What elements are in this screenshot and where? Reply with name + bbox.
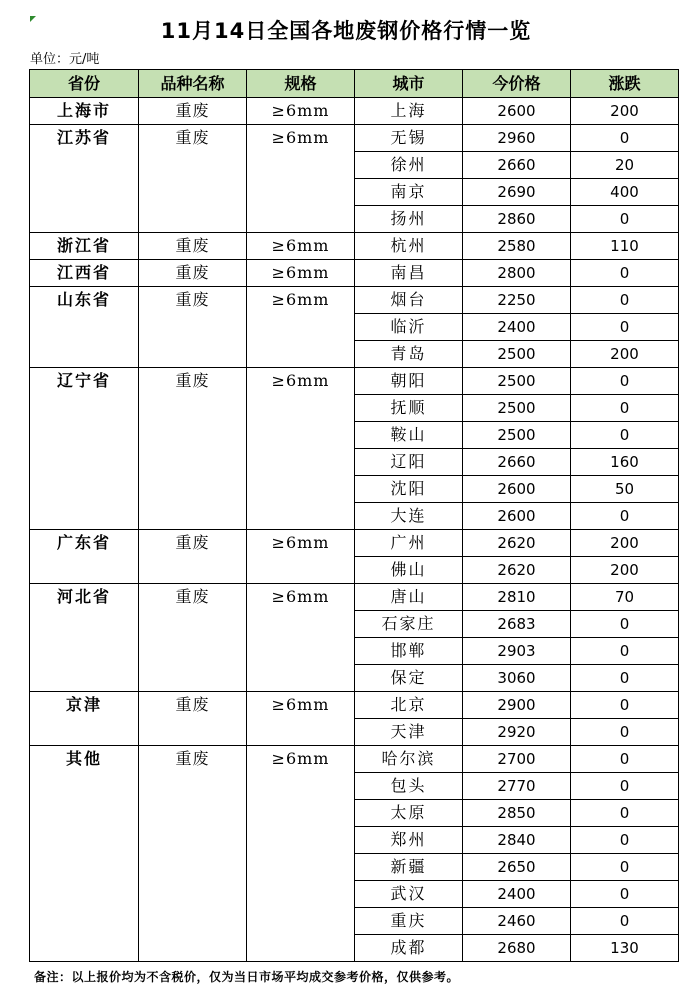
change-cell: 0 (571, 854, 679, 881)
spec-cell: ≥6mm (247, 692, 355, 746)
change-cell: 0 (571, 395, 679, 422)
price-cell: 2600 (463, 476, 571, 503)
price-cell: 2903 (463, 638, 571, 665)
spec-cell: ≥6mm (247, 287, 355, 368)
change-cell: 0 (571, 503, 679, 530)
change-cell: 160 (571, 449, 679, 476)
city-cell: 辽阳 (355, 449, 463, 476)
city-cell: 大连 (355, 503, 463, 530)
spec-cell: ≥6mm (247, 233, 355, 260)
city-cell: 北京 (355, 692, 463, 719)
variety-cell: 重废 (139, 233, 247, 260)
city-cell: 南昌 (355, 260, 463, 287)
price-cell: 2500 (463, 341, 571, 368)
change-cell: 0 (571, 881, 679, 908)
change-cell: 400 (571, 179, 679, 206)
change-cell: 0 (571, 125, 679, 152)
city-cell: 天津 (355, 719, 463, 746)
province-cell: 江苏省 (30, 125, 139, 233)
table-row (30, 233, 679, 260)
table-row (30, 287, 679, 314)
price-cell: 2500 (463, 422, 571, 449)
city-cell: 保定 (355, 665, 463, 692)
city-cell: 太原 (355, 800, 463, 827)
column-header-price: 今价格 (463, 70, 571, 98)
city-cell: 朝阳 (355, 368, 463, 395)
change-cell: 0 (571, 287, 679, 314)
city-cell: 无锡 (355, 125, 463, 152)
price-cell: 2900 (463, 692, 571, 719)
page-title: 11月14日全国各地废钢价格行情一览 (160, 19, 532, 43)
spec-cell: ≥6mm (247, 260, 355, 287)
city-cell: 新疆 (355, 854, 463, 881)
change-cell: 0 (571, 692, 679, 719)
spec-cell: ≥6mm (247, 746, 355, 962)
table-row (30, 125, 679, 152)
price-cell: 2580 (463, 233, 571, 260)
price-table (29, 69, 679, 962)
price-cell: 2920 (463, 719, 571, 746)
price-cell: 2460 (463, 908, 571, 935)
province-cell: 辽宁省 (30, 368, 139, 530)
city-cell: 邯郸 (355, 638, 463, 665)
price-cell: 2960 (463, 125, 571, 152)
city-cell: 鞍山 (355, 422, 463, 449)
price-cell: 2810 (463, 584, 571, 611)
price-cell: 2500 (463, 368, 571, 395)
price-cell: 2770 (463, 773, 571, 800)
table-header-row (30, 70, 679, 98)
change-cell: 0 (571, 827, 679, 854)
price-cell: 2700 (463, 746, 571, 773)
change-cell: 0 (571, 908, 679, 935)
price-cell: 2680 (463, 935, 571, 962)
price-cell: 2690 (463, 179, 571, 206)
column-header-city: 城市 (355, 70, 463, 98)
price-cell: 2660 (463, 449, 571, 476)
change-cell: 20 (571, 152, 679, 179)
change-cell: 0 (571, 800, 679, 827)
spec-cell: ≥6mm (247, 584, 355, 692)
city-cell: 广州 (355, 530, 463, 557)
table-row (30, 692, 679, 719)
footnote: 备注：以上报价均为不含税价，仅为当日市场平均成交参考价格，仅供参考。 (34, 970, 460, 984)
city-cell: 南京 (355, 179, 463, 206)
variety-cell: 重废 (139, 746, 247, 962)
change-cell: 0 (571, 611, 679, 638)
change-cell: 110 (571, 233, 679, 260)
price-cell: 2500 (463, 395, 571, 422)
city-cell: 哈尔滨 (355, 746, 463, 773)
price-cell: 2400 (463, 881, 571, 908)
table-row (30, 98, 679, 125)
variety-cell: 重废 (139, 692, 247, 746)
city-cell: 武汉 (355, 881, 463, 908)
price-cell: 2660 (463, 152, 571, 179)
price-cell: 2400 (463, 314, 571, 341)
province-cell: 河北省 (30, 584, 139, 692)
price-cell: 2250 (463, 287, 571, 314)
unit-label: 单位：元/吨 (30, 52, 100, 67)
change-cell: 0 (571, 206, 679, 233)
change-cell: 200 (571, 530, 679, 557)
city-cell: 抚顺 (355, 395, 463, 422)
change-cell: 0 (571, 665, 679, 692)
province-cell: 浙江省 (30, 233, 139, 260)
city-cell: 上海 (355, 98, 463, 125)
spec-cell: ≥6mm (247, 530, 355, 584)
city-cell: 石家庄 (355, 611, 463, 638)
city-cell: 杭州 (355, 233, 463, 260)
change-cell: 0 (571, 368, 679, 395)
change-cell: 0 (571, 773, 679, 800)
change-cell: 0 (571, 422, 679, 449)
change-cell: 200 (571, 557, 679, 584)
city-cell: 佛山 (355, 557, 463, 584)
city-cell: 徐州 (355, 152, 463, 179)
city-cell: 唐山 (355, 584, 463, 611)
city-cell: 成都 (355, 935, 463, 962)
variety-cell: 重废 (139, 584, 247, 692)
province-cell: 江西省 (30, 260, 139, 287)
change-cell: 200 (571, 341, 679, 368)
spec-cell: ≥6mm (247, 368, 355, 530)
price-cell: 2850 (463, 800, 571, 827)
table-row (30, 530, 679, 557)
column-header-variety: 品种名称 (139, 70, 247, 98)
variety-cell: 重废 (139, 368, 247, 530)
province-cell: 广东省 (30, 530, 139, 584)
price-cell: 2800 (463, 260, 571, 287)
variety-cell: 重废 (139, 98, 247, 125)
variety-cell: 重废 (139, 125, 247, 233)
price-cell: 2650 (463, 854, 571, 881)
table-row (30, 746, 679, 773)
change-cell: 0 (571, 746, 679, 773)
change-cell: 0 (571, 314, 679, 341)
table-row (30, 260, 679, 287)
price-cell: 2600 (463, 503, 571, 530)
price-cell: 2600 (463, 98, 571, 125)
price-cell: 3060 (463, 665, 571, 692)
change-cell: 0 (571, 719, 679, 746)
change-cell: 50 (571, 476, 679, 503)
variety-cell: 重废 (139, 260, 247, 287)
province-cell: 上海市 (30, 98, 139, 125)
province-cell: 京津 (30, 692, 139, 746)
column-header-province: 省份 (30, 70, 139, 98)
change-cell: 200 (571, 98, 679, 125)
city-cell: 烟台 (355, 287, 463, 314)
price-cell: 2683 (463, 611, 571, 638)
change-cell: 0 (571, 638, 679, 665)
variety-cell: 重废 (139, 530, 247, 584)
column-header-spec: 规格 (247, 70, 355, 98)
price-cell: 2620 (463, 557, 571, 584)
spec-cell: ≥6mm (247, 98, 355, 125)
change-cell: 70 (571, 584, 679, 611)
price-cell: 2620 (463, 530, 571, 557)
city-cell: 包头 (355, 773, 463, 800)
change-cell: 0 (571, 260, 679, 287)
change-cell: 130 (571, 935, 679, 962)
province-cell: 其他 (30, 746, 139, 962)
variety-cell: 重废 (139, 287, 247, 368)
table-body (30, 98, 679, 962)
province-cell: 山东省 (30, 287, 139, 368)
price-cell: 2860 (463, 206, 571, 233)
spec-cell: ≥6mm (247, 125, 355, 233)
table-row (30, 584, 679, 611)
city-cell: 郑州 (355, 827, 463, 854)
price-cell: 2840 (463, 827, 571, 854)
city-cell: 临沂 (355, 314, 463, 341)
city-cell: 扬州 (355, 206, 463, 233)
city-cell: 沈阳 (355, 476, 463, 503)
table-row (30, 368, 679, 395)
column-header-change: 涨跌 (571, 70, 679, 98)
city-cell: 青岛 (355, 341, 463, 368)
city-cell: 重庆 (355, 908, 463, 935)
